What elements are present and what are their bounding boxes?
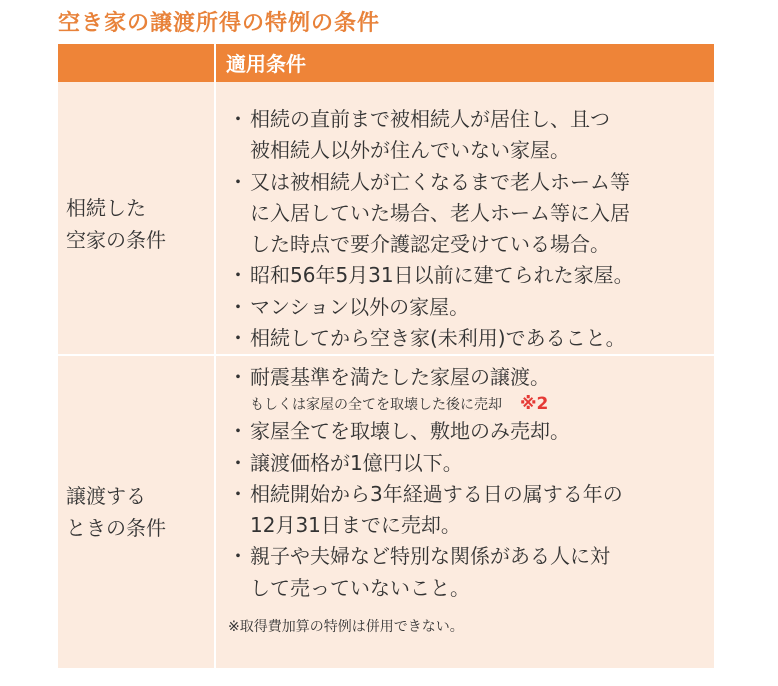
list-item [228, 541, 708, 604]
list-item [228, 323, 708, 354]
item-line: 相続開始から3年経過する日の属する年の [250, 481, 623, 506]
item-line: 12月31日までに売却。 [250, 513, 461, 538]
item-line: した時点で要介護認定受けている場合。 [250, 232, 610, 257]
conditions-table [58, 44, 714, 668]
item-line: 家屋全てを取壊し、敷地のみ売却。 [250, 419, 570, 444]
list-item [228, 292, 708, 323]
bullet: ・ [228, 450, 248, 475]
bullet: ・ [228, 419, 248, 444]
item-line: 相続してから空き家(未利用)であること。 [250, 326, 626, 351]
bullet: ・ [228, 263, 248, 288]
list-item [228, 167, 708, 261]
item-line: 又は被相続人が亡くなるまで老人ホーム等 [250, 169, 630, 194]
column-divider [214, 44, 216, 668]
item-line: 昭和56年5月31日以前に建てられた家屋。 [250, 263, 634, 288]
row-label-line: 相続した [66, 196, 146, 220]
bullet: ・ [228, 107, 248, 131]
item-line: 相続の直前まで被相続人が居住し、且つ [250, 107, 610, 131]
bullet: ・ [228, 481, 248, 506]
row-label-line: 空家の条件 [66, 228, 166, 252]
condition-list-transfer [228, 362, 708, 604]
row-label-line: ときの条件 [66, 516, 166, 540]
sub-note [228, 393, 708, 416]
row-label-line: 譲渡する [66, 484, 146, 508]
bullet: ・ [228, 294, 248, 319]
list-item [228, 260, 708, 291]
condition-list-inherited-house [228, 104, 708, 354]
item-line: マンション以外の家屋。 [250, 294, 470, 319]
item-line: 耐震基準を満たした家屋の譲渡。 [250, 365, 550, 389]
item-line: 親子や夫婦など特別な関係がある人に対 [250, 544, 610, 569]
sub-note-reference: ※2 [520, 394, 549, 415]
item-line: 被相続人以外が住んでいない家屋。 [250, 138, 570, 163]
list-item [228, 104, 708, 167]
list-item [228, 479, 708, 542]
page-title: 空き家の譲渡所得の特例の条件 [58, 11, 381, 36]
bullet: ・ [228, 544, 248, 569]
row-label-inherited-house [66, 192, 166, 256]
list-item [228, 448, 708, 479]
item-line: 譲渡価格が1億円以下。 [250, 450, 463, 475]
bullet: ・ [228, 365, 248, 389]
bullet: ・ [228, 169, 248, 194]
item-line: して売っていないこと。 [250, 575, 470, 600]
item-line: に入居していた場合、老人ホーム等に入居 [250, 200, 630, 225]
row-label-transfer [66, 480, 166, 544]
table-header [58, 44, 714, 82]
sub-note-text: もしくは家屋の全てを取壊した後に売却 [250, 397, 502, 414]
footnote: ※取得費加算の特例は併用できない。 [228, 619, 464, 635]
list-item [228, 362, 708, 393]
list-item [228, 416, 708, 447]
bullet: ・ [228, 326, 248, 351]
header-label: 適用条件 [226, 52, 306, 76]
